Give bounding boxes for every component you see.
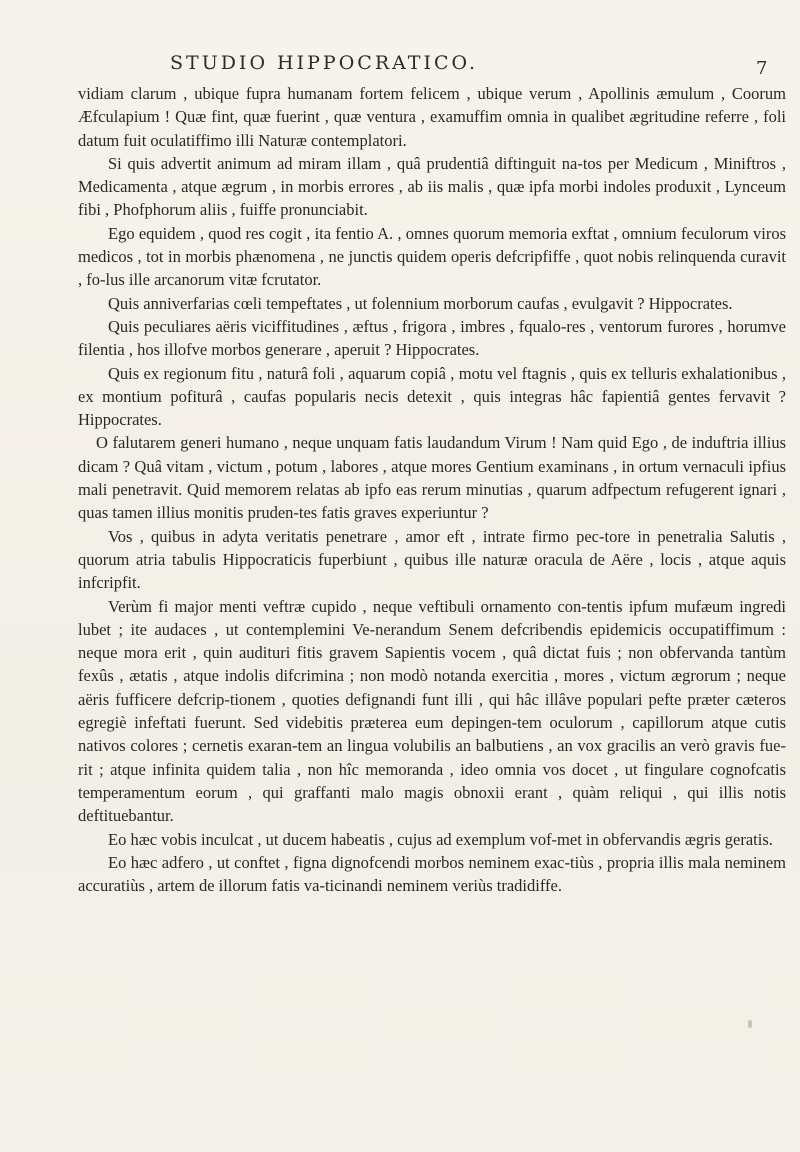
paragraph-6: Quis ex regionum fitu , naturâ foli , aquarum copiâ , motu vel ftagnis , quis ex telluris exhalationibus , ex montium pofiturâ , caufas popularis necis detexit , quis integras hâc fapientiâ gentes fervavit ? Hippocrates. [78,363,786,430]
running-title: STUDIO HIPPOCRATICO. [170,52,479,74]
body-text [78,82,786,897]
paragraph-5: Quis peculiares aëris viciffitudines , æftus , frigora , imbres , fqualo-res , ventorum furores , horumve filentia , hos illofve morbos generare , aperuit ? Hippocrates. [78,316,786,360]
paragraph-8: Vos , quibus in adyta veritatis penetrare , amor eft , intrate firmo pec-tore in penetralia Salutis , quorum atria tabulis Hippocraticis fuperbiunt , quibus ille naturæ oracula de Aëre , locis , atque aquis infcripfit. [78,526,786,593]
paragraph-9: Verùm fi major menti veftræ cupido , neque veftibuli ornamento con-tentis ipfum mufæum ingredi lubet ; ite audaces , ut contemplemini Ve-nerandum Senem defcribendis epidemicis occupatiffimum : neque mora erit , quin audituri fitis gravem Sapientis vocem , quâ dictat fuis ; non obfervanda tantùm fexûs , ætatis , atque indolis difcrimina ; non modò notanda exercitia , mores , victum ægrorum ; neque aëris fufficere defcrip-tionem , quoties defignandi funt illi , qui hâc illâve populari pefte præter cæteros egregiè infeftati fuerunt. Sed videbitis præterea eum depingen-tem oculorum , capillorum atque cutis nativos colores ; cernetis exaran-tem an lingua volubilis an balbutiens , an vox gracilis an verò gravis fue-rit ; atque infinita quidem talia , non hîc memoranda , ideo omnia vos docet , ut fingulare cognofcatis temperamentum eorum , qui graffanti malo magis obnoxii erant , quàm reliqui , qui illis notis deftituebantur. [78,596,786,826]
ink-mark [748,1020,752,1028]
paragraph-1: vidiam clarum , ubique fupra humanam fortem felicem , ubique verum , Apollinis æmulum , Coorum Æfculapium ! Quæ fint, quæ fuerint , quæ ventura , examuffim omnia in qualibet ægritudine referre , foli datum fuit oculatiffimo illi Naturæ contemplatori. [78,84,786,150]
paragraph-11: Eo hæc adfero , ut conftet , figna dignofcendi morbos neminem exac-tiùs , propria illis mala neminem accuratiùs , artem de illorum fatis va-ticinandi neminem veriùs tradidiffe. [78,852,786,896]
page-number: 7 [756,58,768,79]
paragraph-7: O falutarem generi humano , neque unquam fatis laudandum Virum ! Nam quid Ego , de induftria illius dicam ? Quâ vitam , victum , potum , labores , atque mores Gentium examinans , in ortum vernaculi ipfius mali penetravit. Quid memorem relatas ab ipfo eas rerum minutias , quarum adfpectum refugerent ignari , quas tamen illius monitis pruden-tes fatis graves experiuntur ? [78,433,786,523]
paragraph-3: Ego equidem , quod res cogit , ita fentio A. , omnes quorum memoria exftat , omnium feculorum viros medicos , tot in morbis phænomena , ne junctis quidem operis defcripfiffe , quot nobis relinquenda curavit , fo-lus ille arcanorum vitæ fcrutator. [78,223,786,290]
paragraph-2: Si quis advertit animum ad miram illam , quâ prudentiâ diftinguit na-tos per Medicum , Miniftros , Medicamenta , atque ægrum , in morbis errores , ab iis malis , quæ ipfa morbi indoles produxit , Lynceum fibi , Phofphorum aliis , fuiffe pronunciabit. [78,153,786,220]
paragraph-10: Eo hæc vobis inculcat , ut ducem habeatis , cujus ad exemplum vof-met in obfervandis ægris geratis. [108,829,773,849]
paragraph-4: Quis anniverfarias cœli tempeftates , ut folennium morborum caufas , evulgavit ? Hippocrates. [108,293,733,313]
